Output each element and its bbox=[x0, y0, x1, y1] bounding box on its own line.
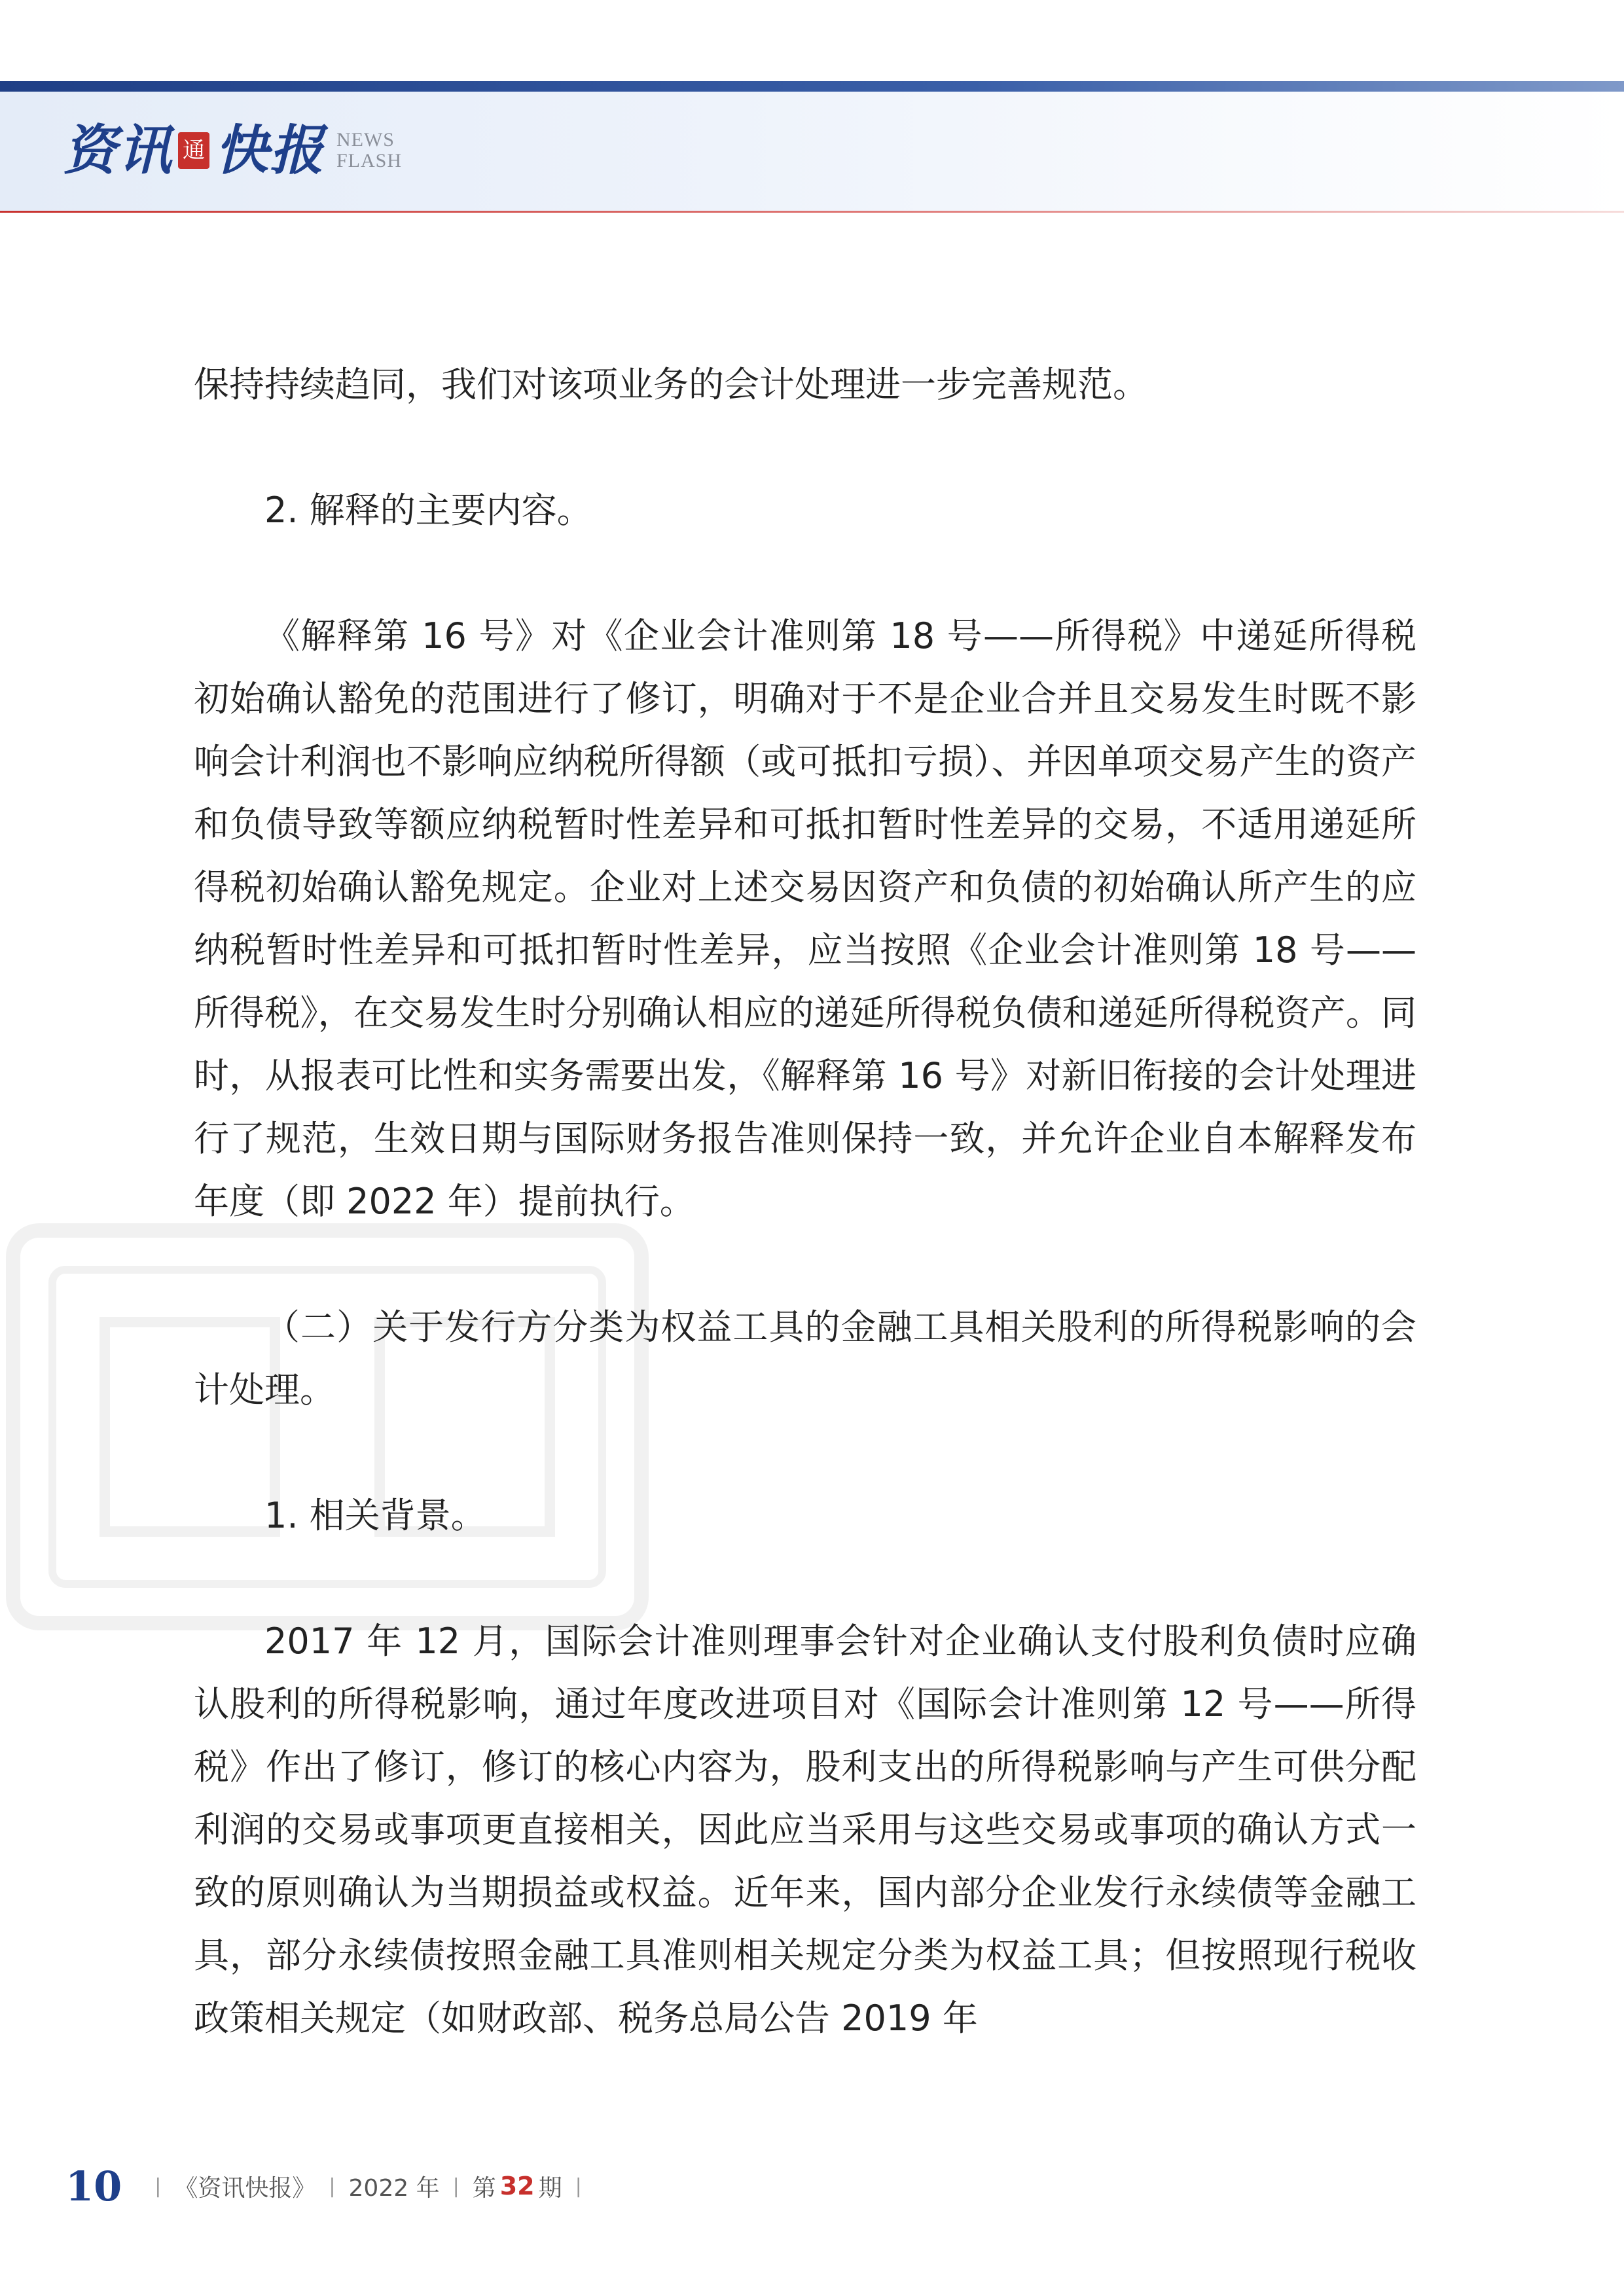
section-heading-dividend-tax: （二）关于发行方分类为权益工具的金融工具相关股利的所得税影响的会计处理。 bbox=[194, 1306, 1416, 1410]
article-body bbox=[194, 353, 1416, 2050]
header-top-rule bbox=[0, 81, 1624, 92]
footer-issue-prefix: 第 bbox=[472, 2174, 496, 2202]
footer-separator: | bbox=[329, 2174, 336, 2198]
subheading-background: 1. 相关背景。 bbox=[264, 1495, 486, 1536]
footer-separator: | bbox=[154, 2174, 162, 2198]
footer-publication: 《资讯快报》 bbox=[174, 2174, 316, 2202]
masthead-title-part1: 资讯 bbox=[63, 119, 173, 182]
footer-issue-number: 32 bbox=[499, 2172, 535, 2200]
paragraph-interpretation-16: 《解释第 16 号》对《企业会计准则第 18 号——所得税》中递延所得税初始确认豁免的范围进行了修订，明确对于不是企业合并且交易发生时既不影响会计利润也不影响应纳税所得额（或可抵扣亏损）、并因单项交易产生的资产和负债导致等额应纳税暂时性差异和可抵扣暂时性差异的交易，不适用递延所得税初始确认豁免规定。企业对上述交易因资产和负债的初始确认所产生的应纳税暂时性差异和可抵扣暂时性差异，应当按照《企业会计准则第 18 号——所得税》，在交易发生时分别确认相应的递延所得税负债和递延所得税资产。同时，从报表可比性和实务需要出发，《解释第 16 号》对新旧衔接的会计处理进行了规范，生效日期与国际财务报告准则保持一致，并允许企业自本解释发布年度（即 2022 年）提前执行。 bbox=[194, 615, 1416, 1222]
masthead-title-part2: 快报 bbox=[215, 119, 325, 182]
paragraph-background: 2017 年 12 月，国际会计准则理事会针对企业确认支付股利负债时应确认股利的所得税影响，通过年度改进项目对《国际会计准则第 12 号——所得税》作出了修订，修订的核心内容为，股利支出的所得税影响与产生可供分配利润的交易或事项更直接相关，因此应当采用与这些交易或事项的确认方式一致的原则确认为当期损益或权益。近年来，国内部分企业发行永续债等金融工具，部分永续债按照金融工具准则相关规定分类为权益工具；但按照现行税收政策相关规定（如财政部、税务总局公告 2019 年 bbox=[194, 1621, 1416, 2039]
masthead-subtitle-line1: NEWS bbox=[336, 129, 395, 151]
subheading-main-content: 2. 解释的主要内容。 bbox=[264, 490, 592, 531]
masthead-seal-icon: 通 bbox=[178, 132, 209, 169]
footer-separator: | bbox=[575, 2174, 582, 2198]
masthead-logo bbox=[63, 115, 402, 187]
footer-separator: | bbox=[452, 2174, 460, 2198]
footer-issue-suffix: 期 bbox=[538, 2174, 562, 2202]
footer-year: 2022 年 bbox=[348, 2174, 440, 2202]
page-footer bbox=[65, 2160, 595, 2212]
masthead-subtitle-line2: FLASH bbox=[336, 150, 403, 171]
header-red-rule bbox=[0, 211, 1624, 213]
masthead-subtitle bbox=[336, 130, 402, 171]
paragraph-continuation: 保持持续趋同，我们对该项业务的会计处理进一步完善规范。 bbox=[194, 364, 1148, 405]
page-number: 10 bbox=[65, 2162, 122, 2210]
